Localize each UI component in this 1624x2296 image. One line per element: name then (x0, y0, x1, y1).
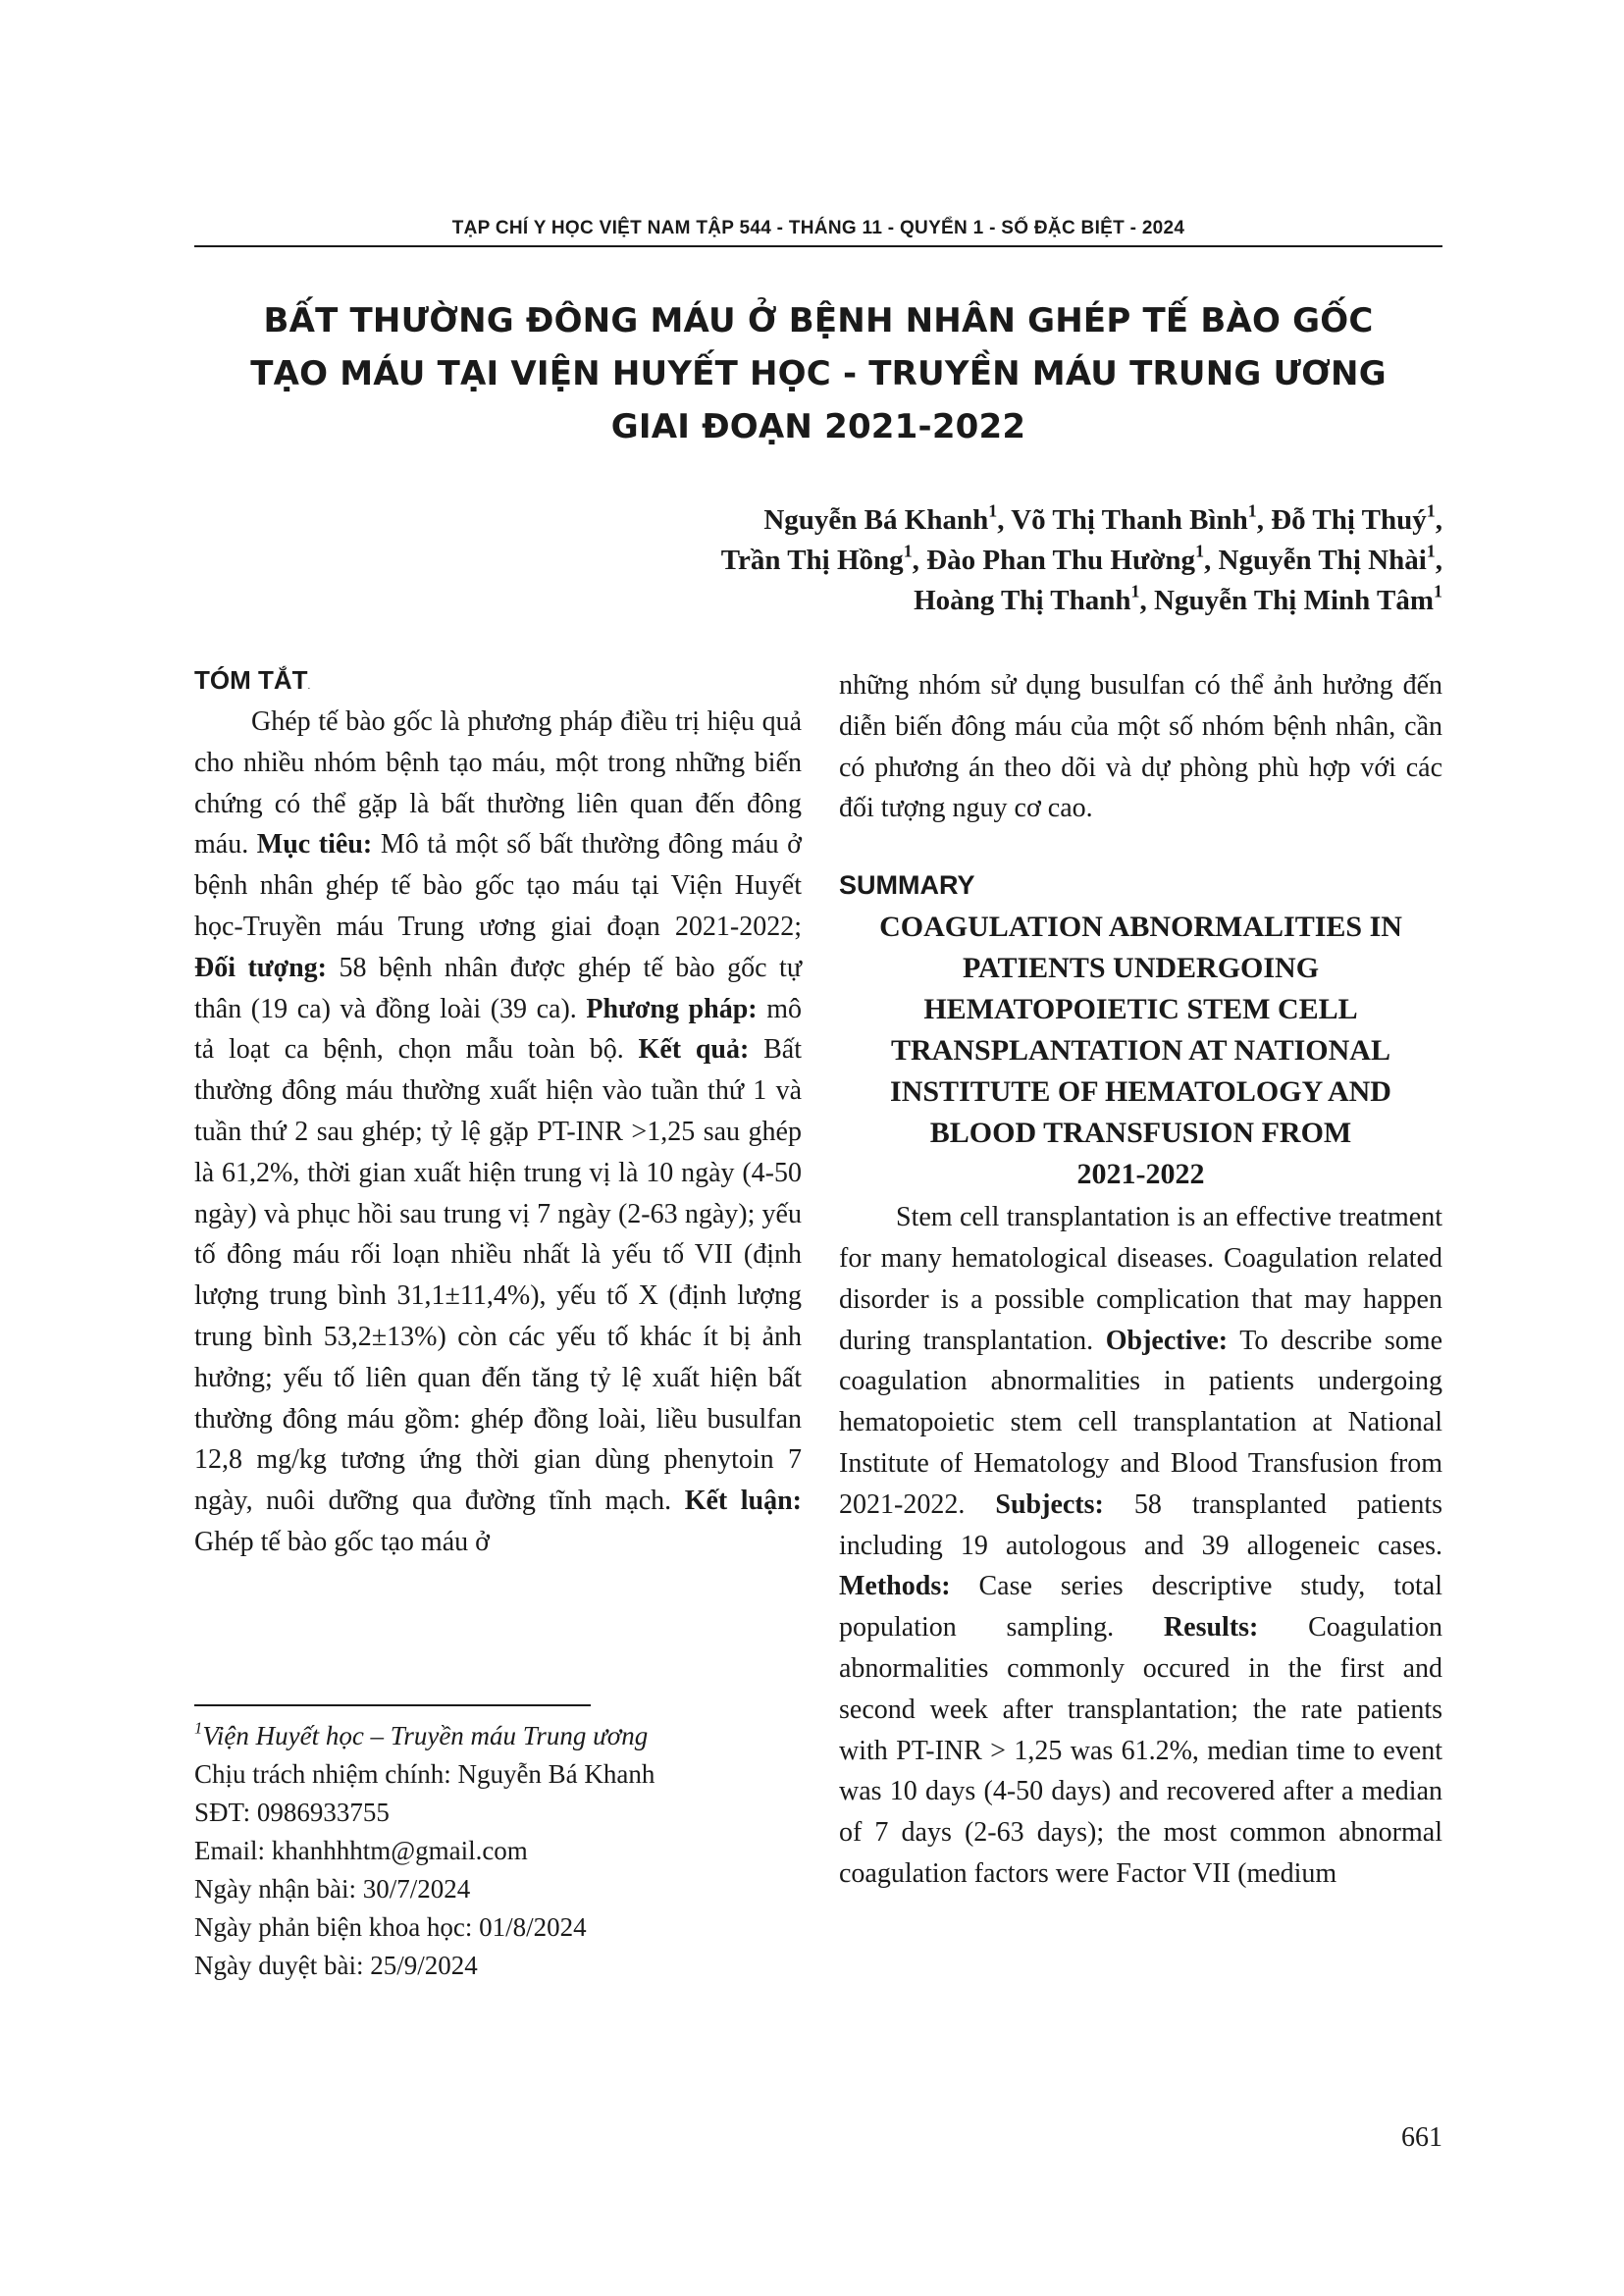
title-line-2: TẠO MÁU TẠI VIỆN HUYẾT HỌC - TRUYỀN MÁU TRUNG ƯƠNG (250, 354, 1387, 393)
author-line-1 (461, 500, 1442, 541)
abstract-paragraph: Ghép tế bào gốc là phương pháp điều trị hiệu quả cho nhiều nhóm bệnh tạo máu, một trong những biến chứng có thể gặp là bất thường liên quan đến đông máu. Mục tiêu: Mô tả một số bất thường đông máu ở bệnh nhân ghép tế bào gốc tạo máu tại Viện Huyết học-Truyền máu Trung ương giai đoạn 2021-2022; Đối tượng: 58 bệnh nhân được ghép tế bào gốc tự thân (19 ca) và đồng loài (39 ca). Phương pháp: mô tả loạt ca bệnh, chọn mẫu toàn bộ. Kết quả: Bất thường đông máu thường xuất hiện vào tuần thứ 1 và tuần thứ 2 sau ghép; tỷ lệ gặp PT-INR >1,25 sau ghép là 61,2%, thời gian xuất hiện trung vị là 10 ngày (4-50 ngày) và phục hồi sau trung vị 7 ngày (2-63 ngày); yếu tố đông máu rối loạn nhiều nhất là yếu tố VII (định lượng trung bình 31,1±11,4%), yếu tố X (định lượng trung bình 53,2±13%) còn các yếu tố khác ít bị ảnh hưởng; yếu tố liên quan đến tăng tỷ lệ xuất hiện bất thường đông máu gồm: ghép đồng loài, liều busulfan 12,8 mg/kg tương ứng thời gian dùng phenytoin 7 ngày, nuôi dưỡng qua đường tĩnh mạch. Kết luận: Ghép tế bào gốc tạo máu ở (194, 706, 803, 1557)
affiliation-marker: 1 (1434, 581, 1442, 601)
english-title-line: INSTITUTE OF HEMATOLOGY AND (890, 1075, 1391, 1109)
author-name: Đào Phan Thu Hường (926, 545, 1196, 576)
approval-date: Ngày duyệt bài: 25/9/2024 (194, 1951, 478, 1980)
author-line-2 (461, 541, 1442, 581)
received-date: Ngày nhận bài: 30/7/2024 (194, 1874, 471, 1904)
separator: , (1256, 504, 1272, 536)
affiliation-marker: 1 (903, 541, 913, 561)
abstract-continuation: những nhóm sử dụng busulfan có thể ảnh hưởng đến diễn biến đông máu của một số nhóm bệnh nhân, cần có phương án theo dõi và dự phòng phù hợp với các đối tượng nguy cơ cao. (839, 670, 1442, 824)
left-column (194, 665, 802, 1563)
affiliation-marker: 1 (1130, 581, 1140, 601)
author-line-3 (461, 581, 1442, 621)
separator: , (997, 504, 1012, 536)
english-title-line: BLOOD TRANSFUSION FROM (929, 1117, 1352, 1150)
author-name: Đỗ Thị Thuý (1271, 504, 1427, 536)
summary-heading: SUMMARY (839, 870, 975, 901)
footnote-divider (194, 1704, 591, 1706)
separator: , (1204, 545, 1219, 576)
title-line-3: GIAI ĐOẠN 2021-2022 (610, 407, 1026, 446)
author-name: Võ Thị Thanh Bình (1011, 504, 1248, 536)
title-line-1: BẤT THƯỜNG ĐÔNG MÁU Ở BỆNH NHÂN GHÉP TẾ BÀO GỐC (263, 301, 1374, 340)
author-list (461, 500, 1442, 621)
affiliation-marker: 1 (988, 500, 998, 521)
english-title-line: COAGULATION ABNORMALITIES IN (879, 911, 1402, 944)
separator: , (1435, 545, 1442, 576)
author-name: Nguyễn Bá Khanh (763, 504, 989, 536)
affiliation-marker: 1 (1195, 541, 1205, 561)
separator: , (1435, 504, 1442, 536)
english-title-line: PATIENTS UNDERGOING (962, 952, 1320, 985)
english-title (839, 907, 1442, 1195)
affiliation-marker: 1 (1426, 541, 1436, 561)
email-address: Email: khanhhhtm@gmail.com (194, 1836, 528, 1865)
phone-number: SĐT: 0986933755 (194, 1798, 390, 1827)
affiliation-marker: 1 (1247, 500, 1257, 521)
author-name: Trần Thị Hồng (720, 545, 904, 576)
article-title (194, 294, 1442, 453)
author-name: Nguyễn Thị Minh Tâm (1154, 585, 1435, 616)
review-date: Ngày phản biện khoa học: 01/8/2024 (194, 1912, 587, 1942)
english-title-line: HEMATOPOIETIC STEM CELL (923, 993, 1358, 1026)
separator: , (912, 545, 927, 576)
running-header: TẠP CHÍ Y HỌC VIỆT NAM TẬP 544 - THÁNG 11 - QUYỂN 1 - SỐ ĐẶC BIỆT - 2024 (194, 218, 1442, 247)
english-title-line: TRANSPLANTATION AT NATIONAL (891, 1034, 1390, 1068)
separator: , (1139, 585, 1155, 616)
abstract-heading: TÓM TẮT. (194, 665, 311, 695)
page-number: 661 (1401, 2122, 1442, 2153)
affiliation-marker: 1 (1426, 500, 1436, 521)
author-name: Nguyễn Thị Nhài (1218, 545, 1427, 576)
summary-paragraph: Stem cell transplantation is an effective treatment for many hematological diseases. Coagulation related disorder is a possible complication that may happen during transplantation. Objective: To describe some coagulation abnormalities in patients undergoing hematopoietic stem cell transplantation at National Institute of Hematology and Blood Transfusion from 2021-2022. Subjects: 58 transplanted patients including 19 autologous and 39 allogeneic cases. Methods: Case series descriptive study, total population sampling. Results: Coagulation abnormalities commonly occured in the first and second week after transplantation; the rate patients with PT-INR > 1,25 was 61.2%, median time to event was 10 days (4-50 days) and recovered after a median of 7 days (2-63 days); the most common abnormal coagulation factors were Factor VII (medium (839, 1202, 1443, 1889)
affiliation-note: $^1$Viện Huyết học – Truyền máu Trung ương (194, 1718, 649, 1750)
english-title-line: 2021-2022 (1076, 1158, 1205, 1191)
footnotes (194, 1717, 802, 1985)
author-name: Hoàng Thị Thanh (914, 585, 1131, 616)
right-column (839, 665, 1442, 1895)
corresponding-author: Chịu trách nhiệm chính: Nguyễn Bá Khanh (194, 1759, 655, 1789)
